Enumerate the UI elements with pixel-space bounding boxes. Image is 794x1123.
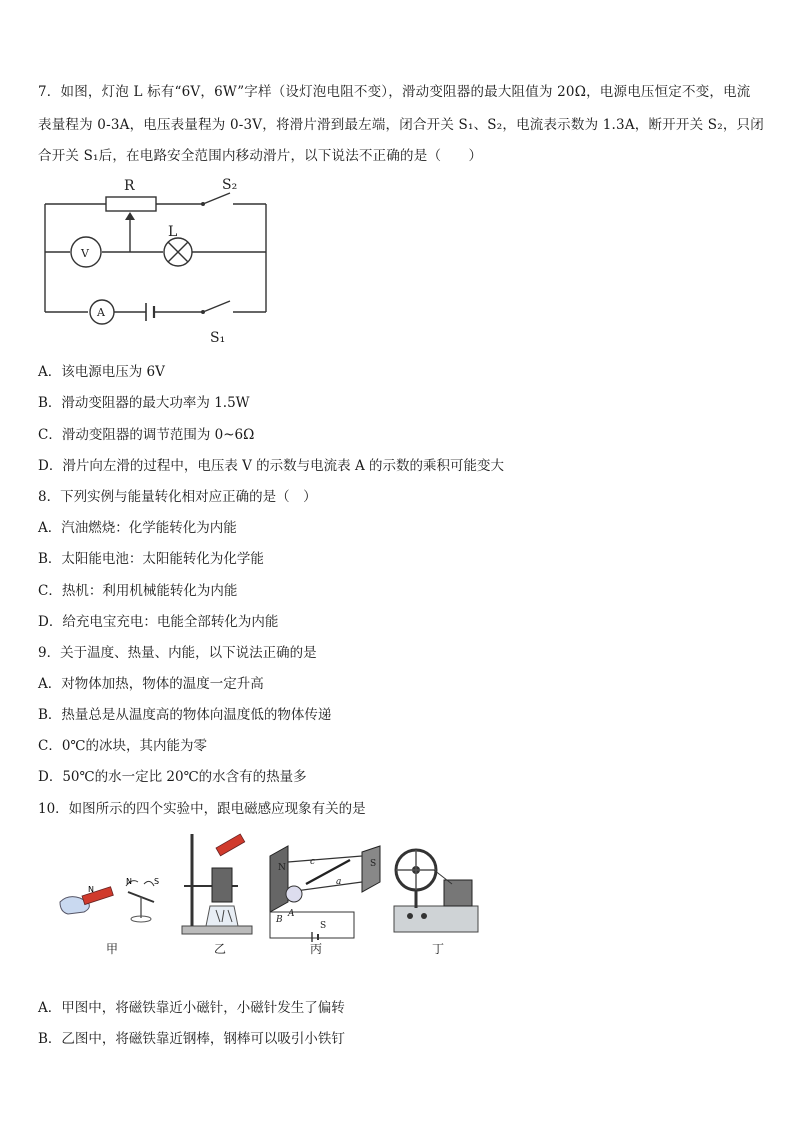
ammeter-icon: [286, 886, 302, 902]
svg-text:a: a: [336, 877, 342, 887]
magnet-n-pole: [270, 846, 288, 912]
q8-option-b: B．太阳能电池：太阳能转化为化学能: [38, 551, 264, 567]
switch-s2-blade: [203, 193, 230, 204]
q8-option-a: A．汽油燃烧：化学能转化为内能: [38, 520, 237, 536]
slider-arrow-icon: [125, 212, 135, 220]
generator-base: [394, 906, 478, 932]
q7-option-a: A．该电源电压为 6V: [38, 364, 165, 380]
q10-option-b: B．乙图中，将磁铁靠近钢棒，钢棒可以吸引小铁钉: [38, 1031, 345, 1047]
bar-magnet-icon: [82, 887, 113, 905]
label-v: V: [81, 247, 89, 260]
label-l: L: [168, 224, 178, 240]
bar-magnet-icon: [216, 834, 245, 856]
label-a: A: [97, 306, 105, 319]
svg-text:B: B: [276, 915, 283, 925]
label-r: R: [124, 178, 135, 194]
q10-figure-ding: [390, 844, 482, 938]
q10-figure-bing: [266, 842, 384, 942]
q10-stem: 10．如图所示的四个实验中，跟电磁感应现象有关的是: [38, 801, 366, 817]
switch-s1-blade: [203, 301, 230, 312]
magnet-s-pole: [362, 846, 380, 892]
svg-text:A: A: [288, 909, 295, 919]
q8-option-c: C．热机：利用机械能转化为内能: [38, 583, 238, 599]
q10-option-a: A．甲图中，将磁铁靠近小磁针，小磁针发生了偏转: [38, 1000, 345, 1016]
svg-text:c: c: [310, 857, 316, 867]
q7-option-c: C．滑动变阻器的调节范围为 0~6Ω: [38, 427, 255, 443]
beaker-icon: [206, 906, 238, 926]
q8-stem: 8．下列实例与能量转化相对应正确的是（ ）: [38, 489, 317, 505]
generator-coil-icon: [444, 880, 472, 906]
label-s2: S₂: [222, 177, 238, 193]
svg-text:S: S: [320, 921, 327, 931]
rheostat-r-symbol: [106, 197, 156, 211]
q9-option-c: C．0℃的冰块，其内能为零: [38, 738, 208, 754]
steel-rod-icon: [212, 868, 232, 902]
caption-jia: 甲: [106, 942, 119, 956]
q7-option-b: B．滑动变阻器的最大功率为 1.5W: [38, 395, 250, 411]
q10-figure-jia: [58, 872, 168, 927]
q8-option-d: D．给充电宝充电：电能全部转化为内能: [38, 614, 279, 630]
q7-stem-line-3: 合开关 S₁后，在电路安全范围内移动滑片，以下说法不正确的是（ ）: [38, 148, 483, 164]
caption-bing: 丙: [310, 942, 323, 956]
q9-stem: 9．关于温度、热量、内能，以下说法正确的是: [38, 645, 317, 661]
q10-figure-yi: [176, 830, 266, 938]
q7-option-d: D．滑片向左滑的过程中，电压表 V 的示数与电流表 A 的示数的乘积可能变大: [38, 458, 504, 474]
svg-text:N: N: [126, 877, 132, 886]
svg-text:S: S: [154, 877, 160, 886]
caption-yi: 乙: [214, 942, 227, 956]
q9-option-d: D．50℃的水一定比 20℃的水含有的热量多: [38, 769, 307, 785]
stand-base: [182, 926, 252, 934]
svg-text:N: N: [278, 863, 286, 873]
q9-option-a: A．对物体加热，物体的温度一定升高: [38, 676, 264, 692]
caption-ding: 丁: [432, 942, 445, 956]
svg-text:S: S: [370, 859, 377, 869]
svg-text:N: N: [88, 885, 94, 894]
q7-circuit-diagram: [38, 172, 278, 347]
q9-option-b: B．热量总是从温度高的物体向温度低的物体传递: [38, 707, 332, 723]
q7-stem-line-2: 表量程为 0-3A，电压表量程为 0-3V，将滑片滑到最左端，闭合开关 S₁、S₂，电流表示数为 1.3A，断开开关 S₂，只闭: [38, 117, 764, 133]
q7-stem-line-1: 7．如图，灯泡 L 标有“6V，6W”字样（设灯泡电阻不变），滑动变阻器的最大阻值为 20Ω，电源电压恒定不变，电流: [38, 84, 751, 100]
label-s1: S₁: [210, 330, 226, 346]
